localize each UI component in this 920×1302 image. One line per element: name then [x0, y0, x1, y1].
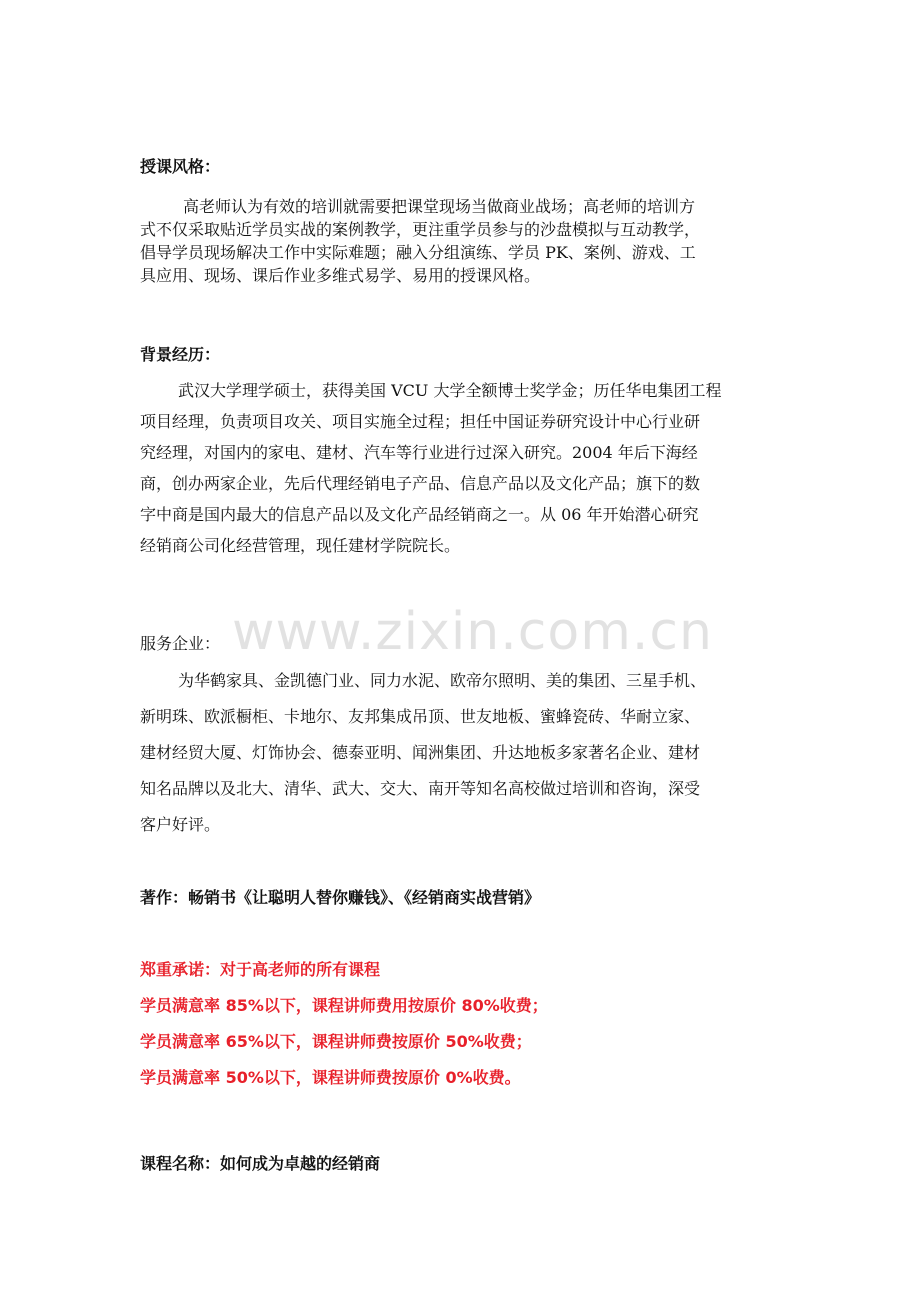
promise-line: 学员满意率 85%以下，课程讲师费用按原价 80%收费；: [140, 996, 548, 1015]
watermark: www.zixin.com.cn: [232, 602, 713, 662]
paragraph-line: 建材经贸大厦、灯饰协会、德泰亚明、闻洲集团、升达地板多家著名企业、建材: [140, 743, 701, 762]
paragraph-line: 具应用、现场、课后作业多维式易学、易用的授课风格。: [140, 266, 541, 285]
background-paragraph: [140, 375, 790, 561]
promise-line: 学员满意率 65%以下，课程讲师费按原价 50%收费；: [140, 1032, 532, 1051]
paragraph-line: 新明珠、欧派橱柜、卡地尔、友邦集成吊顶、世友地板、蜜蜂瓷砖、华耐立家、: [140, 707, 701, 726]
paragraph-line: 商，创办两家企业，先后代理经销电子产品、信息产品以及文化产品；旗下的数: [140, 474, 701, 493]
paragraph-line: 客户好评。: [140, 815, 221, 834]
promise-heading: 郑重承诺：对于高老师的所有课程: [140, 960, 381, 979]
paragraph-line: 项目经理，负责项目攻关、项目实施全过程；担任中国证券研究设计中心行业研: [140, 412, 701, 431]
clients-paragraph: [140, 663, 790, 843]
paragraph-line: 式不仅采取贴近学员实战的案例教学，更注重学员参与的沙盘模拟与互动教学，: [140, 220, 701, 239]
promise-line: 学员满意率 50%以下，课程讲师费按原价 0%收费。: [140, 1068, 521, 1087]
works-line: 著作：畅销书《让聪明人替你赚钱》、《经销商实战营销》: [140, 888, 541, 907]
paragraph-line: 字中商是国内最大的信息产品以及文化产品经销商之一。从 06 年开始潜心研究: [140, 505, 699, 524]
paragraph-line: 为华鹤家具、金凯德门业、同力水泥、欧帝尔照明、美的集团、三星手机、: [178, 671, 707, 690]
paragraph-line: 经销商公司化经营管理，现任建材学院院长。: [140, 536, 461, 555]
paragraph-line: 武汉大学理学硕士，获得美国 VCU 大学全额博士奖学金；历任华电集团工程: [178, 381, 722, 400]
teaching-style-heading: 授课风格：: [140, 157, 221, 176]
paragraph-line: 倡导学员现场解决工作中实际难题；融入分组演练、学员 PK、案例、游戏、工: [140, 243, 696, 262]
paragraph-line: 知名品牌以及北大、清华、武大、交大、南开等知名高校做过培训和咨询，深受: [140, 779, 701, 798]
course-name: 课程名称：如何成为卓越的经销商: [140, 1154, 381, 1173]
paragraph-line: 究经理，对国内的家电、建材、汽车等行业进行过深入研究。2004 年后下海经: [140, 443, 698, 462]
background-heading: 背景经历：: [140, 345, 221, 364]
paragraph-line: 高老师认为有效的培训就需要把课堂现场当做商业战场；高老师的培训方: [183, 197, 696, 216]
clients-heading: 服务企业：: [140, 634, 221, 653]
teaching-style-paragraph: [140, 195, 790, 287]
